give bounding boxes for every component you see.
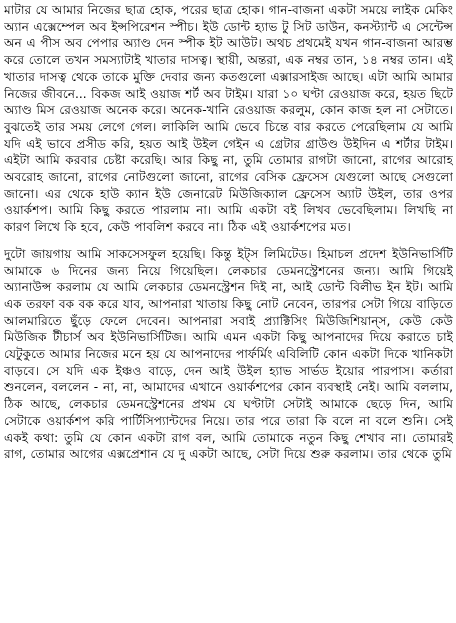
paragraph-2: দুটো জায়গায় আমি সাকসেসফুল হয়েছি। কিন্তু ইট্স লিমিটেড। হিমাচল প্রদেশ ইউনিভার্সিটি আমাকে ৬ দিনের জন্য নিয়ে গিয়েছিল। লেকচার ডেমনস্ট্রেশনের জন্য। আমি গিয়েই অ্যানাউন্স করলাম যে আমি লেকচার ডেমনস্ট্রেশন দিই না, আই ডোন্ট বিলীভ ইন ইট। আমি এক তরফা বক বক করে যাব, আপনারা খাতায় কিছু নোট নেবেন, তারপর সেটা গিয়ে বাড়িতে আলমারিতে ছুঁড়ে ফেলে দেবেন। আপনারা সবাই প্র্যাক্টিসিং মিউজিশিয়ান্‌স, কেউ কেউ মিউজিক টীচার্স অব ইউনিভার্সিটিজ। আমি এমন একটা কিছু আপনাদের দিয়ে করাতে চাই যেটুকুতে আমার নিজের মনে হয় যে আপনাদের পার্ফর্মিং এবিলিটি কোন একটা দিকে খানিকটা বাড়বে। সে যদি এক ইঞ্চও বাড়ে, দেন আই উইল হ্যাভ সার্ভড ইয়োর পারপাস। কর্তারা শুনলেন, বললেন - না, না, আমাদের এখানে ওয়ার্কশপের কোন ব্যবস্থাই নেই। আমি বললাম, ঠিক আছে, লেকচার ডেমনস্ট্রেশনের প্রথম যে ঘণ্টাটা সেটাই আমাকে ছেড়ে দিন, আমি সেটাকে ওয়ার্কশপ করি পার্টিসিপ্যান্টদের নিয়ে। তার পরে তারা কি বলে না বলে শুনি। সেই একই কথা: তুমি যে কোন একটা রাগ বল, আমি তোমাকে নতুন কিছু শেখাব না। তোমারই রাগ, তোমার আগের এক্সপ্রেশান যে দু একটা আছে, সেটা দিয়ে শুরু করলাম। তার থেকে তুমি — [4, 246, 453, 462]
paragraph-1: মাটার যে আমার নিজের ছাত্র হোক, পরের ছাত্র হোক। গান-বাজনা একটা সময়ে লাইক মেকিং অ্যান এক্সেম্পেল অব ইন্সপিরেশন স্পীচ। ইউ ডোন্ট হ্যাভ টু সিট ডাউন, কনস্ট্যান্ট এ সেন্টেন্স অন এ পীস অব পেপার অ্যাণ্ড দেন স্পীক ইট আউট। অথচ প্রথমেই যখন গান-বাজনা আরম্ভ করে তোলে তখন সমস্যাটাই খাতার দাসত্ব। স্থায়ী, অন্তরা, এক নম্বর তান, ১৪ নম্বর তান। এই খাতার দাসত্ব থেকে তাকে মুক্তি দেবার জন্য কতগুলো এক্সারসাইজ আছে। এটা আমি আমার নিজের জীবনে... বিকজ আই ওয়াজ শর্ট অব টাইম। যারা ১০ ঘণ্টা রেওয়াজ করে, হয়ত ছিটে অ্যাণ্ড মিস রেওয়াজ অনেক করে। অনেক-খানি রেওয়াজ করলুম, কোন কাজ হল না সেটাতে। বুঝতেই তার সময় লেগে গেল। লাকিলি আমি ভেবে চিন্তে বার করতে পেরেছিলাম যে আমি যদি এই ভাবে প্রসীড করি, হয়ত আই উইল গেইন এ গ্রেটার গ্রাউণ্ড উইদিন এ শর্টার টাইম। এইটা আমি করবার চেষ্টা করেছি। আর কিছু না, তুমি তোমার রাগটা জানো, রাগের আরোহ অবরোহ জানো, রাগের নোটগুলো জানো, রাগের বেসিক ফ্রেসেস যেগুলো আছে সেগুলো জানো। এর থেকে হাউ ক্যান ইউ জেনারেট মিউজিক্যাল ফ্রেসেস অ্যাট উইল, তার ওপর ওয়ার্কশপ। আমি কিছু করতে পারলাম না। আমি একটা বই লিখব ভেবেছিলাম। লিখছি না কারণ লিখে কি হবে, কেউ পাবলিশ করবে না। ঠিক এই ওয়ার্কশপের মত। — [4, 3, 453, 235]
document-page — [4, 2, 453, 621]
